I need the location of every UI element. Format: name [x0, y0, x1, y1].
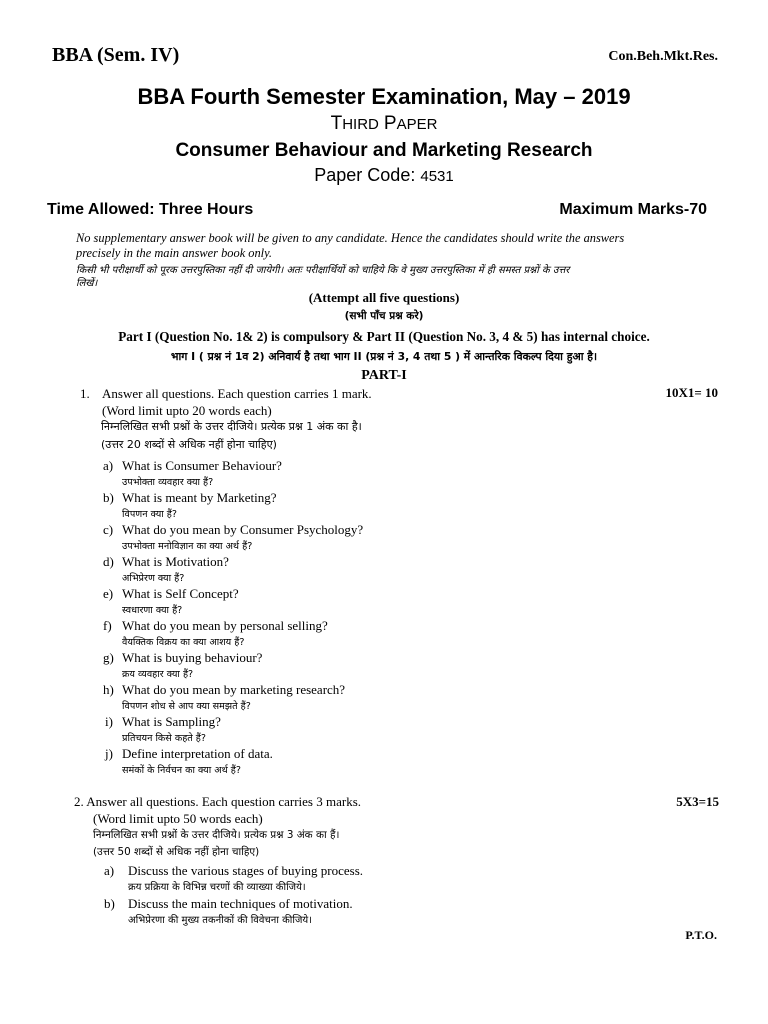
q1-item-h-hi: विपणन शोध से आप क्या समझते हैं? — [122, 701, 251, 712]
course-label: BBA (Sem. IV) — [52, 44, 180, 66]
q1-item-d-en: What is Motivation? — [122, 554, 229, 569]
paper-number-hird: HIRD — [342, 116, 379, 133]
q1-item-f-en: What do you mean by personal selling? — [122, 618, 328, 633]
course-code: Con.Beh.Mkt.Res. — [608, 49, 718, 64]
attempt-all-en: (Attempt all five questions) — [308, 290, 460, 305]
paper-number-aper: APER — [396, 116, 438, 133]
instruction-hi-line2: लिखें। — [76, 278, 98, 289]
q1-hindi-instruction: निम्नलिखित सभी प्रश्नों के उत्तर दीजिये। प्रत्येक प्रश्न 1 अंक का है। — [101, 420, 362, 433]
paper-code — [0, 165, 768, 186]
paper-number-t: T — [330, 113, 343, 134]
q1-item-g-label: g) — [103, 650, 114, 665]
q1-marks: 10X1= 10 — [665, 385, 718, 400]
q2-item-a-label: a) — [104, 863, 115, 878]
q2-hindi-instruction: निम्नलिखित सभी प्रश्नों के उत्तर दीजिये। प्रत्येक प्रश्न 3 अंक का हैं। — [93, 829, 340, 841]
q1-item-h-en: What do you mean by marketing research? — [122, 682, 346, 697]
q1-item-a-hi: उपभोक्ता व्यवहार क्या हैं? — [122, 477, 214, 488]
paper-number-p: P — [383, 113, 397, 134]
q2-item-a-hi: क्रय प्रक्रिया के विभिन्न चरणों की व्याख्या कीजिये। — [128, 882, 306, 893]
q1-text: Answer all questions. Each question carries 1 mark. — [102, 386, 372, 401]
paper-number — [0, 113, 768, 135]
q1-item-j-label: j) — [105, 746, 113, 761]
q1-item-c-label: c) — [103, 522, 114, 537]
instruction-hi-line1: किसी भी परीक्षार्थी को पूरक उत्तरपुस्तिका नहीं दी जायेगी। अतः परीक्षार्थियों को चाहिये कि वे मुख्य उत्तरपुस्तिका में ही समस्त प्रश्नों के उत्तर — [76, 265, 570, 276]
q1-item-i-hi: प्रतिचयन किसे कहते हैं? — [122, 733, 206, 744]
q1-item-c-en: What do you mean by Consumer Psychology? — [122, 522, 364, 537]
part-1-heading: PART-I — [361, 368, 407, 383]
q2-text: 2. Answer all questions. Each question carries 3 marks. — [74, 794, 362, 809]
q1-item-e-hi: स्वधारणा क्या हैं? — [122, 605, 183, 616]
attempt-all-hi: (सभी पाँच प्रश्न करे) — [344, 310, 424, 322]
instruction-en-line1: No supplementary answer book will be given to any candidate. Hence the candidates should write the answers — [76, 231, 625, 245]
exam-title: BBA Fourth Semester Examination, May – 2019 — [137, 84, 631, 109]
paper-code-value: 4531 — [420, 168, 454, 185]
q1-hindi-limit: (उत्तर 20 शब्दों से अधिक नहीं होना चाहिए) — [101, 438, 277, 451]
q1-item-d-hi: अभिप्रेरण क्या हैं? — [122, 573, 185, 584]
paper-code-label: Paper Code: — [314, 165, 416, 185]
q1-item-j-hi: समंकों के निर्वचन का क्या अर्थ हैं? — [122, 765, 241, 776]
q2-hindi-limit: (उत्तर 50 शब्दों से अधिक नहीं होना चाहिए) — [93, 846, 260, 858]
q1-item-a-en: What is Consumer Behaviour? — [122, 458, 282, 473]
q1-item-c-hi: उपभोक्ता मनोविज्ञान का क्या अर्थ हैं? — [122, 541, 253, 552]
q1-item-e-en: What is Self Concept? — [122, 586, 239, 601]
q1-item-i-label: i) — [105, 714, 113, 729]
q1-item-b-label: b) — [103, 490, 114, 505]
instruction-en-line2: precisely in the main answer book only. — [76, 246, 273, 260]
q1-item-g-hi: क्रय व्यवहार क्या हैं? — [122, 669, 194, 680]
q2-marks: 5X3=15 — [676, 794, 719, 809]
q1-item-f-hi: वैयक्तिक विक्रय का क्या आशय हैं? — [122, 637, 245, 648]
q1-item-g-en: What is buying behaviour? — [122, 650, 263, 665]
q1-item-j-en: Define interpretation of data. — [122, 746, 273, 761]
q1-item-i-en: What is Sampling? — [122, 714, 221, 729]
q2-word-limit: (Word limit upto 50 words each) — [93, 811, 263, 826]
parts-note-en: Part I (Question No. 1& 2) is compulsory & Part II (Question No. 3, 4 & 5) has internal choice. — [118, 329, 650, 344]
parts-note-hi: भाग I ( प्रश्न नं 1व 2) अनिवार्य है तथा भाग II (प्रश्न नं 3, 4 तथा 5 ) में आन्तरिक विकल्प दिया हुआ है। — [170, 350, 598, 363]
q1-item-b-en: What is meant by Marketing? — [122, 490, 277, 505]
q1-number: 1. — [80, 386, 90, 401]
time-allowed: Time Allowed: Three Hours — [47, 201, 254, 218]
subject-title: Consumer Behaviour and Marketing Research — [175, 140, 593, 161]
q2-item-a-en: Discuss the various stages of buying process. — [128, 863, 364, 878]
q1-item-f-label: f) — [103, 618, 112, 633]
pto-label: P.T.O. — [685, 928, 717, 942]
max-marks: Maximum Marks-70 — [559, 201, 707, 218]
q1-word-limit: (Word limit upto 20 words each) — [102, 403, 272, 418]
q1-item-a-label: a) — [103, 458, 114, 473]
q1-item-h-label: h) — [103, 682, 114, 697]
q1-item-d-label: d) — [103, 554, 114, 569]
q1-item-b-hi: विपणन क्या हैं? — [122, 509, 177, 520]
q2-item-b-label: b) — [104, 896, 115, 911]
q1-item-e-label: e) — [103, 586, 114, 601]
q2-item-b-hi: अभिप्रेरणा की मुख्य तकनीकों की विवेचना कीजिये। — [128, 915, 312, 926]
q2-item-b-en: Discuss the main techniques of motivation. — [128, 896, 353, 911]
